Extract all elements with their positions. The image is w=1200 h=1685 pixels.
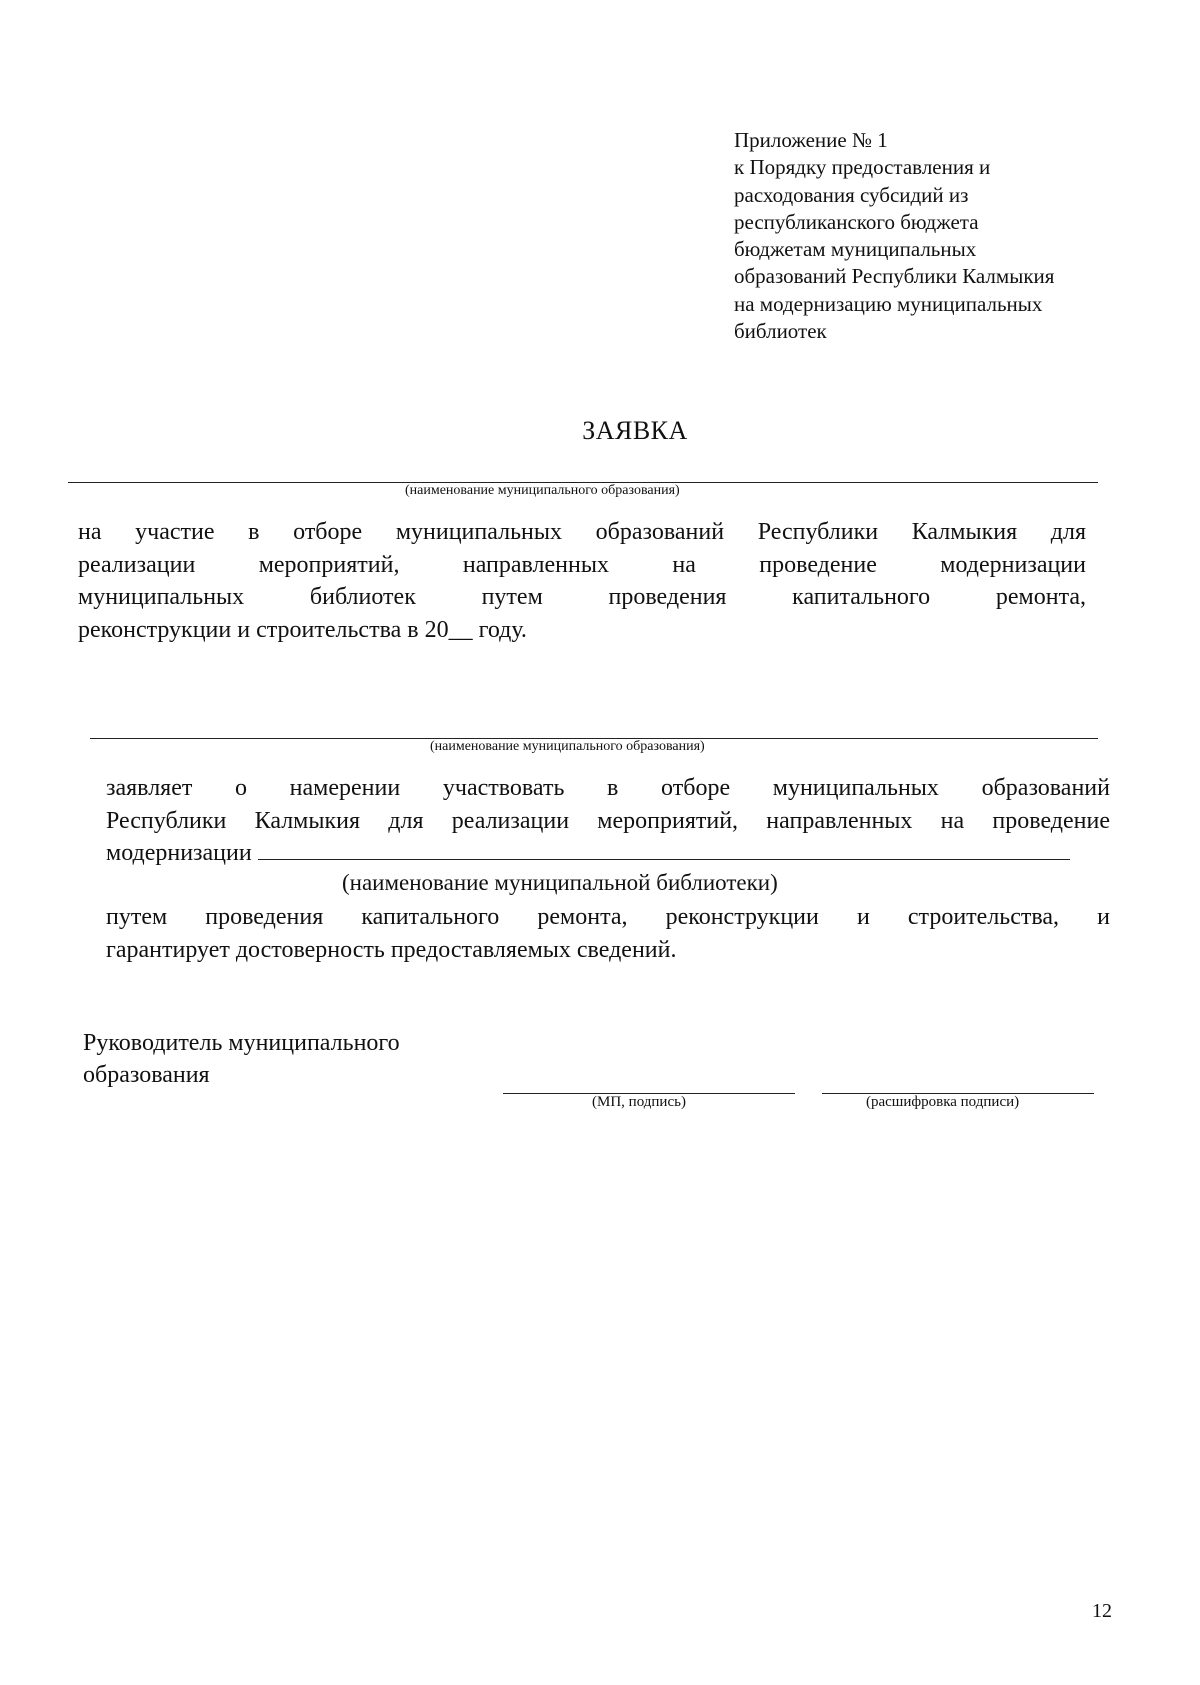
paragraph-line: реконструкции и строительства в 20__ году. [78,616,527,643]
signature-label-line: образования [83,1062,210,1088]
appendix-line: республиканского бюджета [734,209,979,234]
paragraph-intention [106,772,1110,870]
appendix-line: бюджетам муниципальных [734,237,977,262]
paragraph-line: путем проведения капитального ремонта, реконструкции и строительства, и [106,904,1110,930]
signature-label [83,1027,400,1091]
paragraph-line: Республики Калмыкия для реализации мероприятий, направленных на проведение [106,807,1110,834]
signature-label-line: Руководитель муниципального [83,1030,400,1056]
signature-decode-caption: (расшифровка подписи) [866,1094,1020,1110]
municipality-name-caption-2: (наименование муниципального образования) [430,739,705,754]
appendix-line: библиотек [734,319,827,344]
municipality-name-caption-1: (наименование муниципального образования) [405,483,680,498]
paragraph-line: заявляет о намерении участвовать в отборе муниципальных образований [106,775,1110,801]
page-number: 12 [1092,1600,1112,1622]
paragraph-line: гарантирует достоверность предоставляемых сведений. [106,936,677,963]
paragraph-participation [78,516,1086,646]
appendix-line: образований Республики Калмыкия [734,264,1055,289]
appendix-line: на модернизацию муниципальных [734,291,1043,316]
modernization-word: модернизации [106,840,252,866]
appendix-line: расходования субсидий из [734,182,969,207]
appendix-header [734,127,1134,345]
paragraph-line: на участие в отборе муниципальных образований Республики Калмыкия для [78,519,1086,545]
paragraph-guarantee [106,901,1110,966]
paragraph-line: муниципальных библиотек путем проведения капитального ремонта, [78,584,1086,610]
library-name-line [258,837,1070,860]
paragraph-line [106,837,1110,870]
library-name-caption: (наименование муниципальной библиотеки) [342,870,778,895]
seal-signature-caption: (МП, подпись) [592,1094,686,1110]
appendix-line: к Порядку предоставления и [734,155,991,180]
appendix-line: Приложение № 1 [734,128,888,152]
paragraph-line: реализации мероприятий, направленных на проведение модернизации [78,551,1086,578]
document-title: ЗАЯВКА [582,416,688,445]
